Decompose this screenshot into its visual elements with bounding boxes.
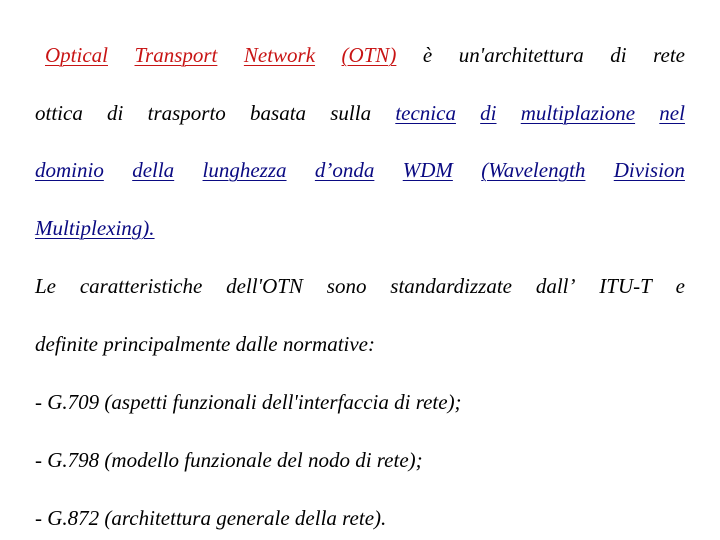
- link-wavelength[interactable]: (Wavelength: [481, 158, 586, 182]
- word: ottica: [35, 101, 83, 125]
- standards-line-1: [35, 273, 685, 299]
- list-item-g872: - G.872 (architettura generale della rete).: [35, 506, 387, 530]
- link-di[interactable]: di: [480, 101, 497, 125]
- link-donda[interactable]: d’onda: [314, 158, 375, 182]
- list-item-g798: - G.798 (modello funzionale del nodo di rete);: [35, 448, 423, 472]
- word: di: [107, 101, 124, 125]
- link-division[interactable]: Division: [613, 158, 685, 182]
- otn-term-transport[interactable]: Transport: [134, 43, 218, 67]
- intro-line-4: [35, 215, 685, 241]
- word: dell'OTN: [226, 274, 303, 298]
- intro-line-3: [35, 157, 685, 183]
- word: basata: [250, 101, 307, 125]
- word: sulla: [330, 101, 372, 125]
- intro-line-1: [45, 42, 685, 68]
- link-nel[interactable]: nel: [659, 101, 685, 125]
- link-dominio[interactable]: dominio: [35, 158, 104, 182]
- word: è: [422, 43, 433, 67]
- link-multiplexing[interactable]: Multiplexing).: [35, 216, 155, 240]
- intro-line-2: [35, 100, 685, 126]
- link-wdm[interactable]: WDM: [402, 158, 453, 182]
- standards-line-2: definite principalmente dalle normative:: [35, 332, 375, 356]
- word: dall’: [535, 274, 576, 298]
- word: rete: [653, 43, 685, 67]
- otn-term-optical[interactable]: Optical: [45, 43, 108, 67]
- word: caratteristiche: [79, 274, 203, 298]
- word: trasporto: [147, 101, 226, 125]
- link-multiplazione[interactable]: multiplazione: [520, 101, 636, 125]
- word: e: [675, 274, 685, 298]
- word: di: [610, 43, 627, 67]
- link-tecnica[interactable]: tecnica: [395, 101, 456, 125]
- word: sono: [326, 274, 367, 298]
- word: Le: [35, 274, 56, 298]
- link-della[interactable]: della: [132, 158, 175, 182]
- word: un'architettura: [458, 43, 584, 67]
- otn-term-network[interactable]: Network: [243, 43, 316, 67]
- otn-term-abbrev[interactable]: (OTN): [341, 43, 397, 67]
- list-item-g709: - G.709 (aspetti funzionali dell'interfaccia di rete);: [35, 390, 462, 414]
- word: ITU-T: [599, 274, 652, 298]
- link-lunghezza[interactable]: lunghezza: [202, 158, 287, 182]
- word: standardizzate: [390, 274, 512, 298]
